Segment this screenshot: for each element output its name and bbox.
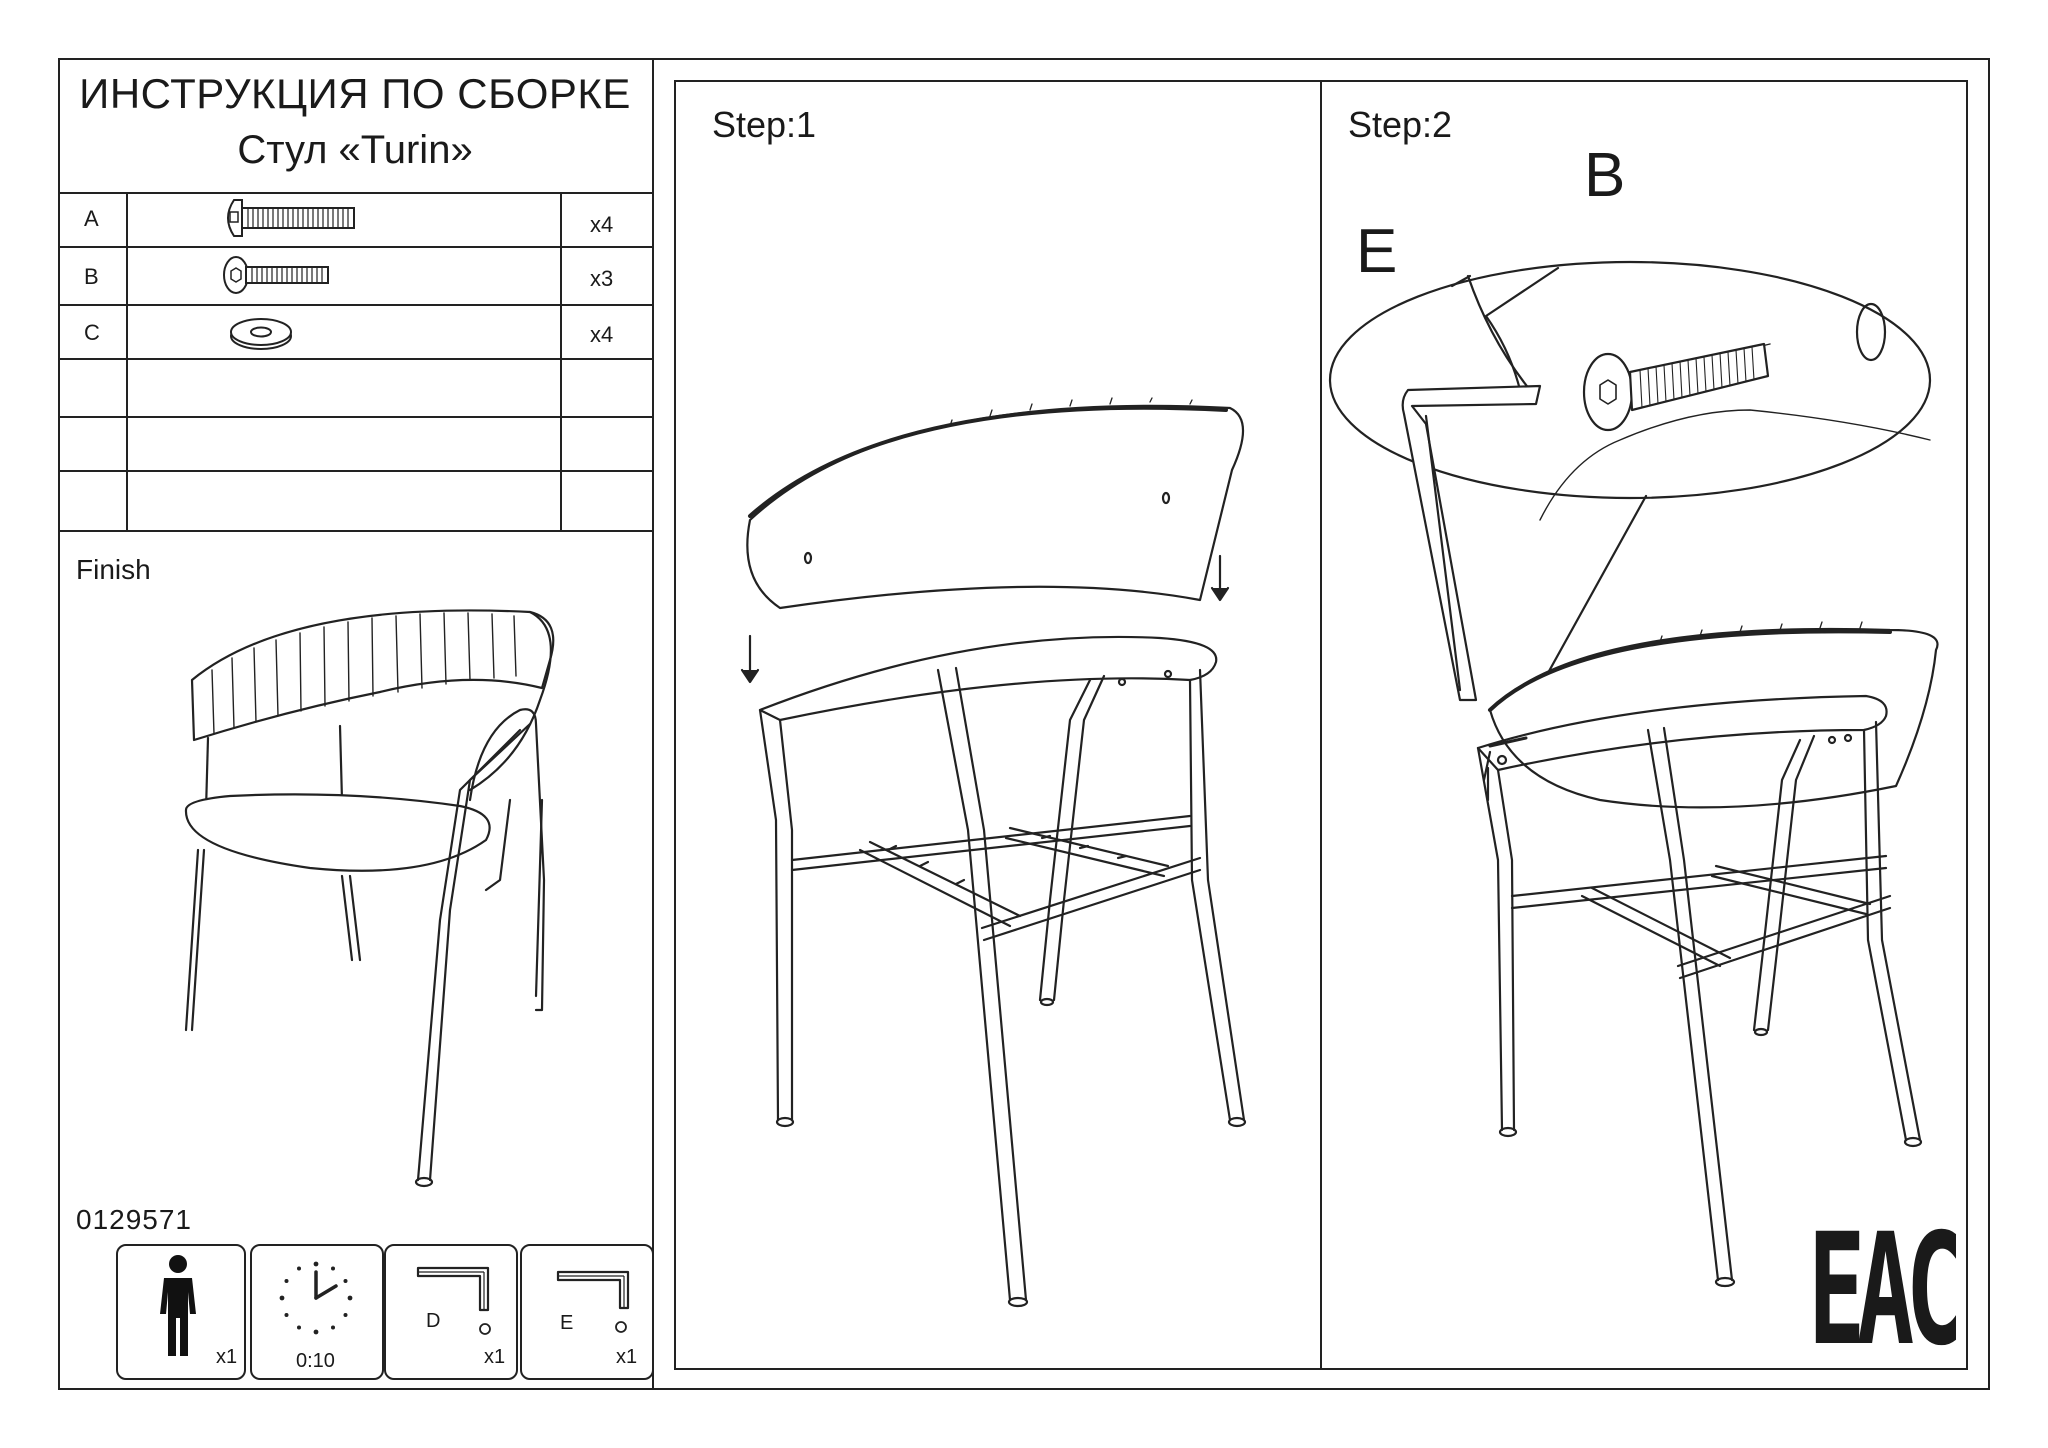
person-icon — [156, 1254, 200, 1358]
clock-icon — [276, 1258, 356, 1338]
tool-clock-time: 0:10 — [296, 1350, 335, 1372]
parts-table — [58, 192, 654, 532]
tool-e-qty: x1 — [616, 1346, 638, 1368]
part-a-letter: A — [84, 206, 99, 231]
tool-d-qty: x1 — [484, 1346, 506, 1368]
hex-key-icon — [416, 1264, 496, 1314]
callout-bolt-b: B — [1584, 141, 1626, 210]
step-1-illustration — [720, 380, 1280, 1320]
part-b-qty: x3 — [590, 266, 614, 291]
eac-certification-mark: EAC — [1808, 1201, 1955, 1380]
part-a-qty: x4 — [590, 212, 614, 237]
document-title: ИНСТРУКЦИЯ ПО СБОРКЕ — [79, 70, 631, 117]
washer-icon — [226, 314, 296, 354]
callout-hex-key-e: E — [1356, 217, 1398, 286]
tool-e-label: E — [560, 1312, 574, 1334]
long-bolt-icon — [220, 196, 360, 240]
hex-bolt-icon — [222, 254, 332, 296]
tool-d-label: D — [426, 1310, 441, 1332]
step-1-label: Step:1 — [712, 104, 817, 145]
product-name: Стул «Turin» — [237, 128, 473, 172]
finish-label: Finish — [76, 554, 151, 585]
article-number: 0129571 — [76, 1204, 193, 1235]
step-2-illustration — [1330, 240, 1970, 1320]
hex-key-icon — [556, 1268, 636, 1318]
tool-person-qty: x1 — [216, 1346, 238, 1368]
step-2-label: Step:2 — [1348, 104, 1453, 145]
finished-chair-illustration — [170, 600, 570, 1200]
hex-key-end-icon — [614, 1320, 628, 1334]
part-c-letter: C — [84, 320, 100, 345]
part-c-qty: x4 — [590, 322, 614, 347]
steps-divider — [1320, 80, 1322, 1370]
hex-key-end-icon — [478, 1322, 492, 1336]
part-b-letter: B — [84, 264, 99, 289]
